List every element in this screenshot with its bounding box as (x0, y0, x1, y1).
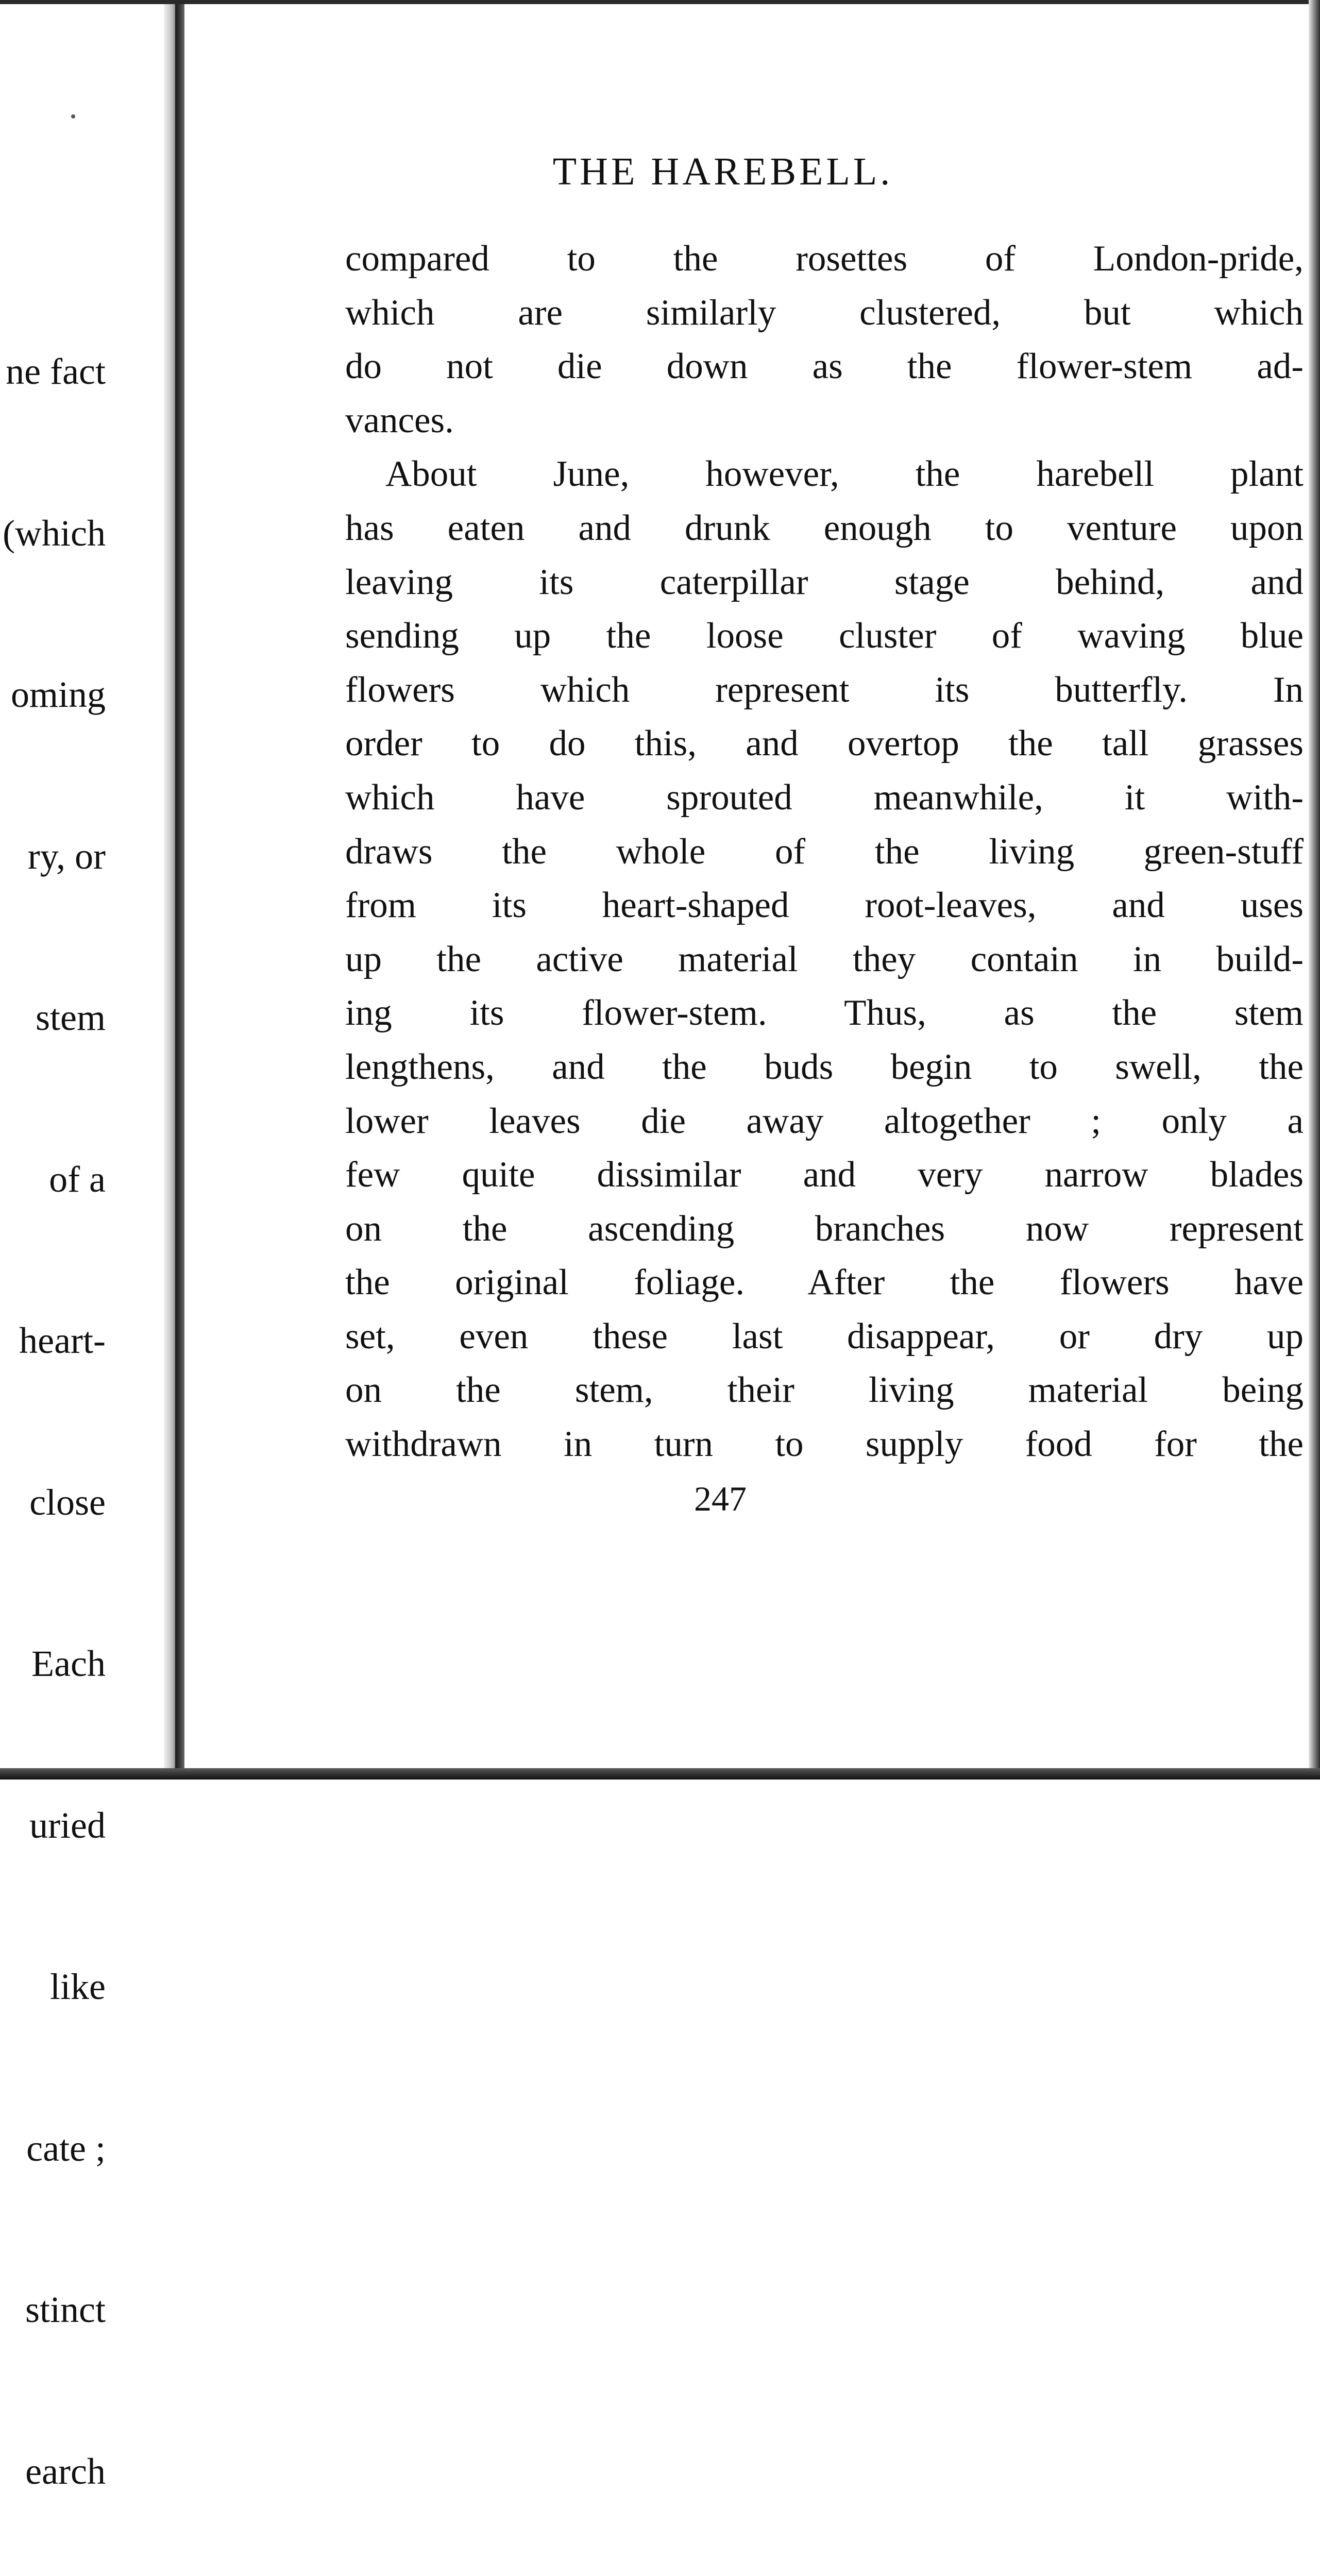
text-line: from its heart-shaped root-leaves, and uses (345, 885, 1304, 926)
page-number: 247 (694, 1479, 747, 1518)
left-page-text (3, 237, 106, 2576)
left-line: ne fact (6, 351, 106, 392)
text-line: ing its flower-stem. Thus, as the stem (345, 993, 1304, 1033)
text-line: compared to the rosettes of London-pride, (345, 239, 1304, 279)
text-line: on the ascending branches now represent (345, 1208, 1304, 1249)
left-line: Each (31, 1643, 106, 1684)
left-line: stem (36, 997, 106, 1038)
left-line: heart- (19, 1320, 106, 1361)
body-text (345, 232, 1304, 1471)
left-line: cate ; (26, 2127, 106, 2169)
right-page-edge (1309, 0, 1320, 1780)
text-line: flowers which represent its butterfly. In (345, 669, 1304, 710)
text-line: withdrawn in turn to supply food for the (345, 1424, 1304, 1465)
text-line: which have sprouted meanwhile, it with- (345, 777, 1304, 818)
text-line: vances. (345, 400, 454, 440)
left-line: close (29, 1481, 106, 1523)
ink-speck (71, 114, 75, 118)
main-page (184, 4, 1309, 1768)
left-line: ry, or (27, 835, 106, 877)
text-line: has eaten and drunk enough to venture upon (345, 507, 1304, 548)
left-line: (which (3, 512, 106, 554)
left-line: oming (10, 674, 106, 715)
left-line: of a (49, 1158, 106, 1200)
left-line: stinct (25, 2289, 106, 2330)
text-line: lengthens, and the buds begin to swell, the (345, 1046, 1304, 1087)
text-line: the original foliage. After the flowers have (345, 1262, 1304, 1303)
text-line: lower leaves die away altogether ; only a (345, 1100, 1304, 1141)
text-line: few quite dissimilar and very narrow blades (345, 1155, 1304, 1195)
text-line: draws the whole of the living green-stuff (345, 831, 1304, 872)
text-line: set, even these last disappear, or dry up (345, 1316, 1304, 1357)
bottom-page-edge (0, 1768, 1320, 1780)
top-edge (0, 0, 1320, 4)
text-line: sending up the loose cluster of waving blue (345, 616, 1304, 656)
text-line: on the stem, their living material being (345, 1370, 1304, 1411)
text-line: which are similarly clustered, but which (345, 292, 1304, 333)
book-spine (175, 0, 184, 1780)
text-line: up the active material they contain in build- (345, 939, 1304, 979)
text-line: About June, however, the harebell plant (385, 454, 1304, 495)
facing-left-page (0, 0, 170, 2492)
text-line: leaving its caterpillar stage behind, and (345, 562, 1304, 602)
text-line: do not die down as the flower-stem ad- (345, 346, 1304, 387)
running-head: THE HAREBELL. (552, 150, 893, 193)
left-line: like (50, 1966, 106, 2007)
left-line: uried (29, 1804, 106, 1846)
left-line: earch (25, 2450, 106, 2492)
text-line: order to do this, and overtop the tall grasses (345, 723, 1304, 764)
